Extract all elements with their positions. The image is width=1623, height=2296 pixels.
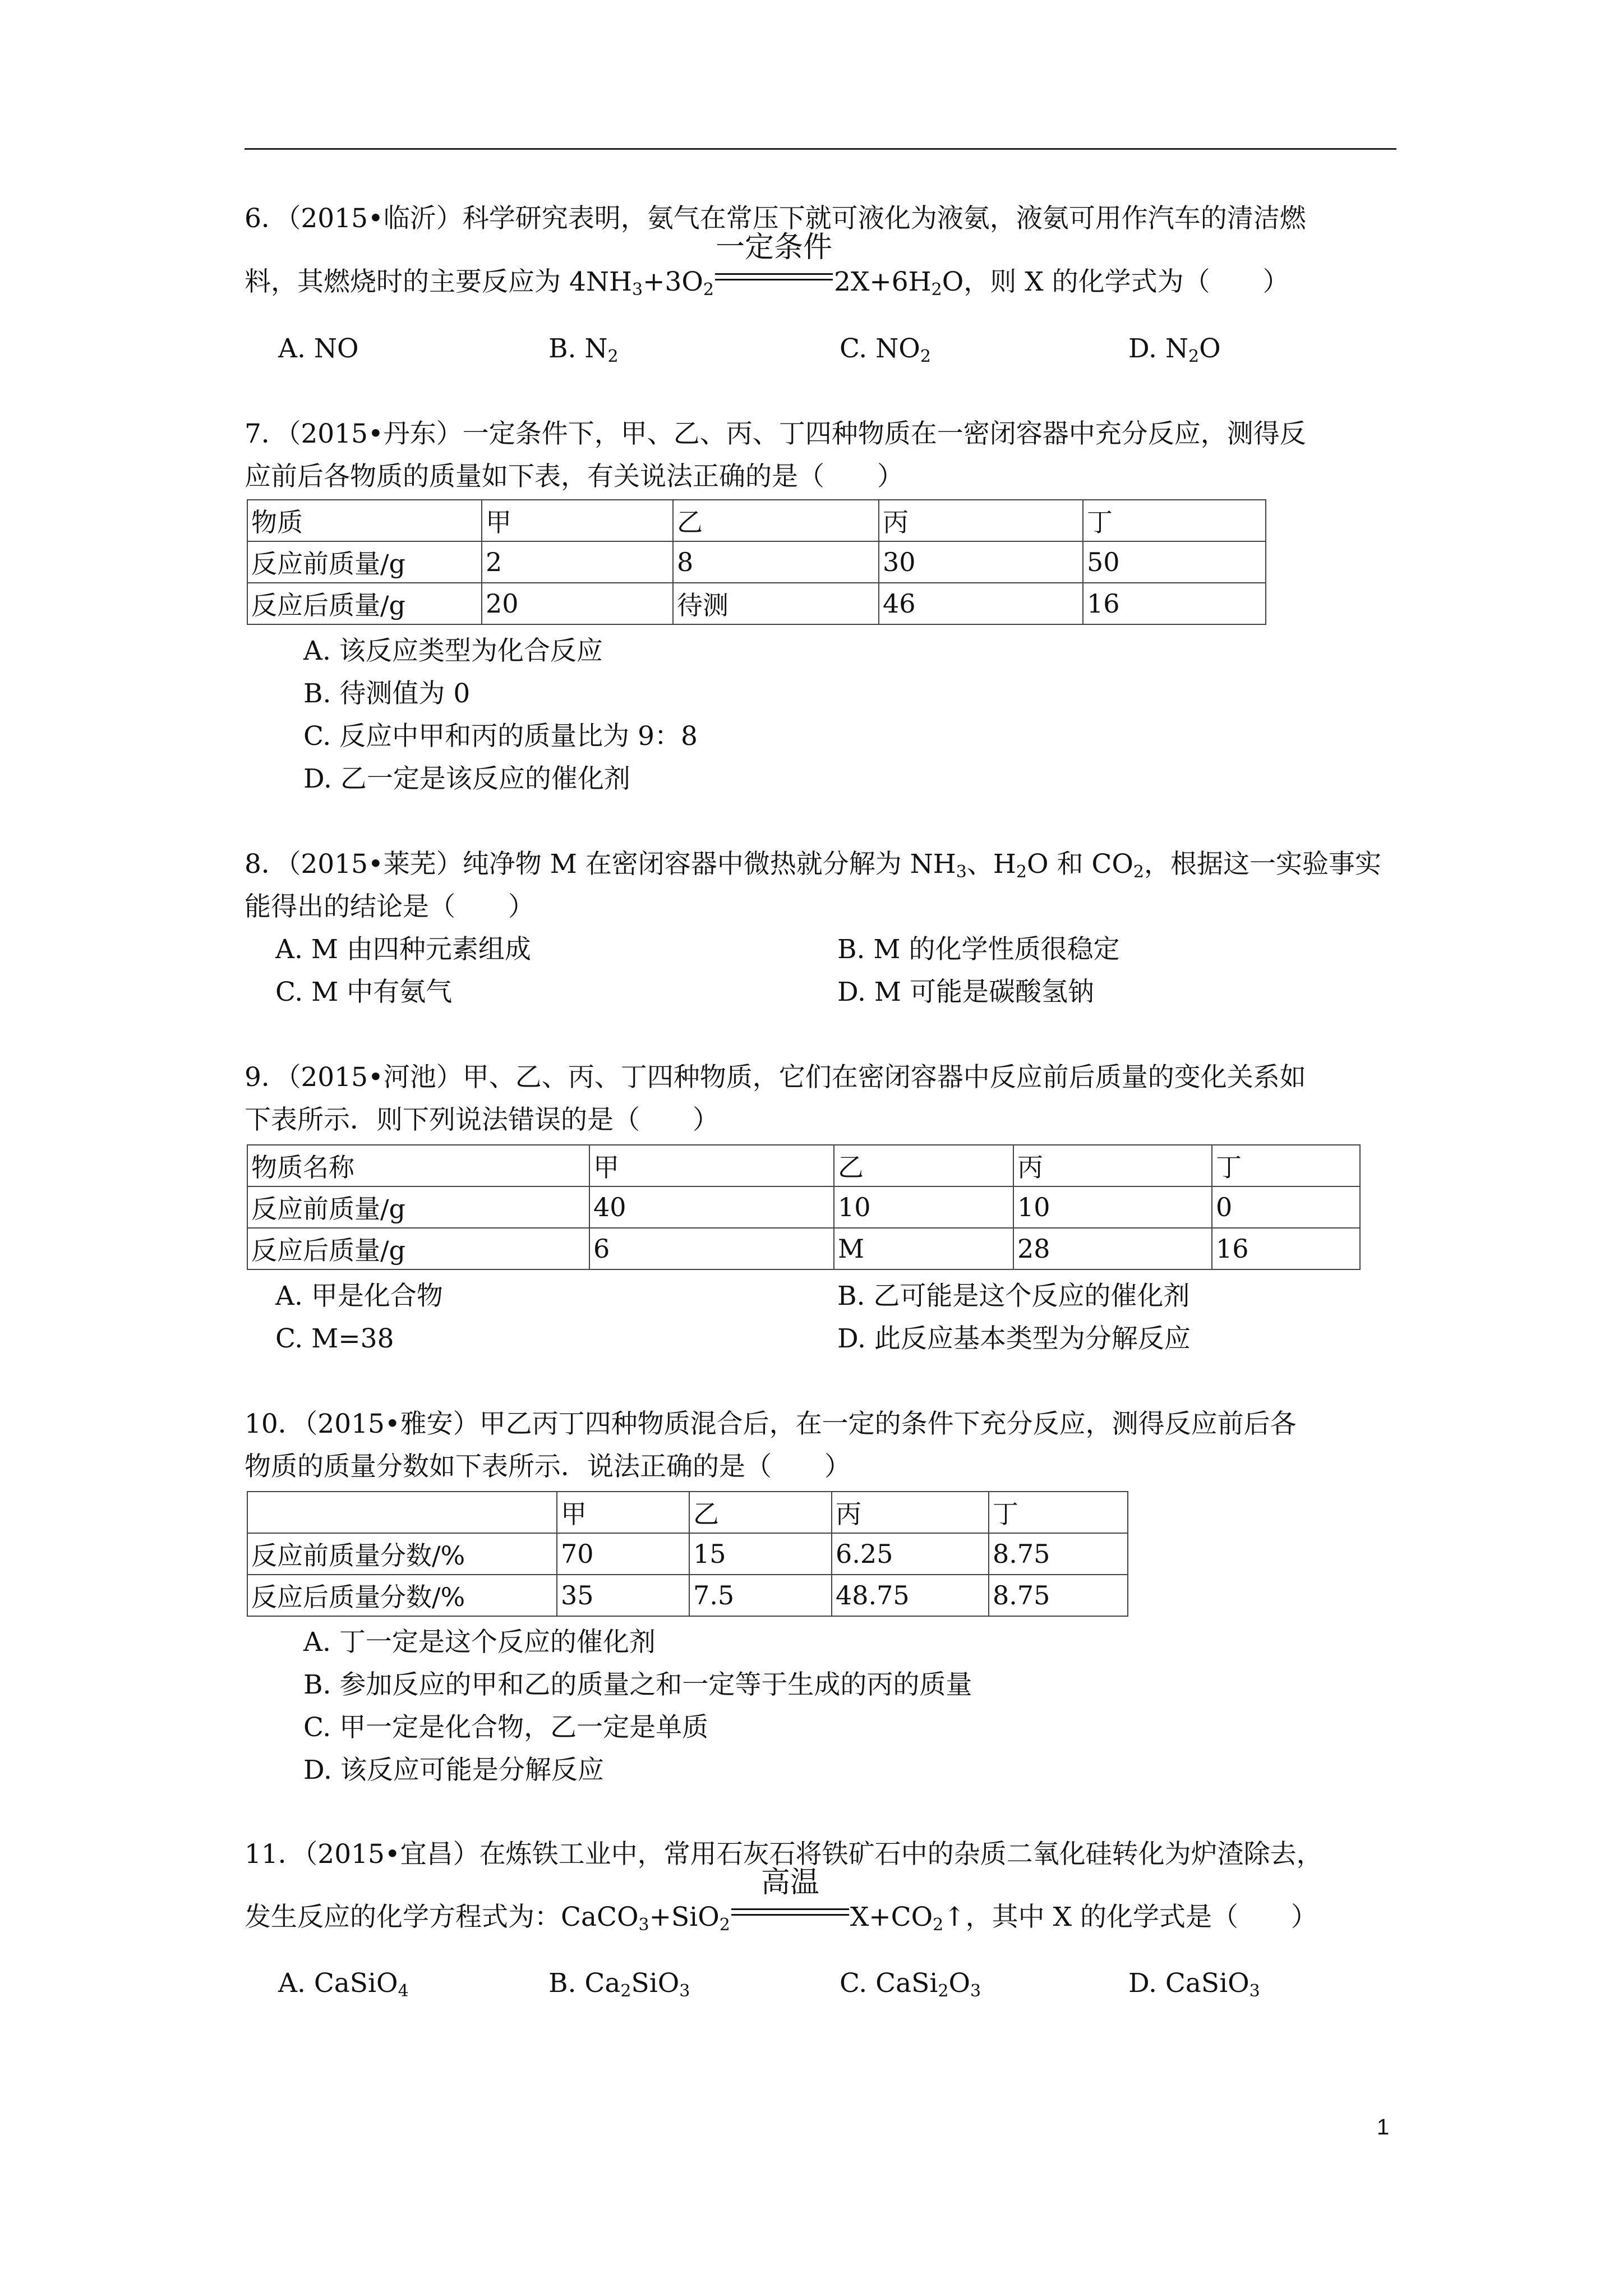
table-cell: 乙 xyxy=(689,1492,832,1533)
subscript: 2 xyxy=(931,280,942,300)
q6-text: +3O xyxy=(643,266,703,297)
table-row xyxy=(247,500,1266,541)
table-cell: 丙 xyxy=(879,500,1083,541)
q10-option-b: B. 参加反应的甲和乙的质量之和一定等于生成的丙的质量 xyxy=(303,1669,972,1700)
q6-text: 2X+6H xyxy=(833,266,932,297)
table-cell: 50 xyxy=(1083,541,1266,583)
q11-option-c: C. $CaSi_2O_3$ xyxy=(840,1968,981,2001)
q11-option-b: B. $Ca_2SiO_3$ xyxy=(548,1968,690,2001)
table-cell: 6.25 xyxy=(832,1533,989,1575)
table-cell: 20 xyxy=(482,583,673,624)
subscript: 2 xyxy=(703,280,714,300)
q11-option-d: D. CaSiO$_3$ xyxy=(1128,1968,1260,2001)
table-cell: 0 xyxy=(1212,1186,1360,1228)
table-cell: 反应前质量/g xyxy=(247,541,482,583)
table-cell: 甲 xyxy=(589,1145,834,1186)
table-cell: 15 xyxy=(689,1533,832,1575)
reaction-condition: 一定条件 xyxy=(715,231,832,264)
q10-option-d: D. 该反应可能是分解反应 xyxy=(303,1755,604,1786)
table-cell: 10 xyxy=(1013,1186,1212,1228)
q8-line-2: 能得出的结论是（ ） xyxy=(245,891,534,922)
q9-line-1: 9．（2015•河池）甲、乙、丙、丁四种物质，它们在密闭容器中反应前后质量的变化关系如 xyxy=(245,1062,1306,1093)
q8-option-d: D. M 可能是碳酸氢钠 xyxy=(837,977,1094,1007)
q7-line-1: 7．（2015•丹东）一定条件下，甲、乙、丙、丁四种物质在一密闭容器中充分反应，测得反 xyxy=(245,418,1306,449)
q8-option-b: B. M 的化学性质很稳定 xyxy=(837,934,1120,965)
table-cell: 反应后质量分数/% xyxy=(247,1575,557,1616)
q9-option-a: A. 甲是化合物 xyxy=(275,1281,443,1312)
table-cell: 乙 xyxy=(834,1145,1013,1186)
q10-option-a: A. 丁一定是这个反应的催化剂 xyxy=(303,1627,656,1658)
table-cell: 40 xyxy=(589,1186,834,1228)
q8-option-a: A. M 由四种元素组成 xyxy=(275,934,531,965)
q6-option-d: D. $N_2O$ xyxy=(1128,333,1221,366)
table-cell: 10 xyxy=(834,1186,1013,1228)
table-cell: 46 xyxy=(879,583,1083,624)
table-cell: 16 xyxy=(1083,583,1266,624)
table-cell: 甲 xyxy=(557,1492,689,1533)
table-cell: 7.5 xyxy=(689,1575,832,1616)
table-cell: 丙 xyxy=(1013,1145,1212,1186)
q10-line-1: 10．（2015•雅安）甲乙丙丁四种物质混合后，在一定的条件下充分反应，测得反应前后各 xyxy=(245,1409,1297,1439)
table-row xyxy=(247,1492,1128,1533)
table-cell: 反应后质量/g xyxy=(247,583,482,624)
table-cell: 丙 xyxy=(832,1492,989,1533)
q7-option-d: D. 乙一定是该反应的催化剂 xyxy=(303,763,630,794)
table-cell: 丁 xyxy=(989,1492,1128,1533)
reaction-condition: 高温 xyxy=(760,1866,819,1899)
q6-line-1: 6．（2015•临沂）科学研究表明，氨气在常压下就可液化为液氨，液氨可用作汽车的清洁燃 xyxy=(245,203,1306,234)
table-cell: 乙 xyxy=(673,500,879,541)
table-cell: 6 xyxy=(589,1228,834,1269)
q11-line-2: 发生反应的化学方程式为：CaCO$_3$+SiO$_2$ 高温 $X+CO_2↑$，其中 X 的化学式是（ ） xyxy=(245,1866,1317,1935)
table-cell: 反应前质量分数/% xyxy=(247,1533,557,1575)
table-cell: 8 xyxy=(673,541,879,583)
table-cell: 待测 xyxy=(673,583,879,624)
page-number: 1 xyxy=(1377,2115,1390,2139)
table-cell: 物质名称 xyxy=(247,1145,589,1186)
q6-option-a: A. NO xyxy=(278,333,359,364)
q7-table xyxy=(247,499,1266,625)
q10-line-2: 物质的质量分数如下表所示．说法正确的是（ ） xyxy=(245,1451,851,1482)
q11-line-1: 11．（2015•宜昌）在炼铁工业中，常用石灰石将铁矿石中的杂质二氧化硅转化为炉渣除去， xyxy=(245,1839,1323,1870)
table-cell: 物质 xyxy=(247,500,482,541)
q9-option-c: C. M=38 xyxy=(275,1323,394,1354)
q7-option-c: C. 反应中甲和丙的质量比为 9：8 xyxy=(303,721,698,752)
reaction-condition-arrow xyxy=(715,231,833,298)
table-cell: M xyxy=(834,1228,1013,1269)
table-row xyxy=(247,1145,1360,1186)
q9-option-b: B. 乙可能是这个反应的催化剂 xyxy=(837,1281,1190,1312)
q9-option-d: D. 此反应基本类型为分解反应 xyxy=(837,1323,1191,1354)
subscript: 3 xyxy=(631,280,643,300)
q6-option-c: C. $NO_2$ xyxy=(840,333,931,366)
table-cell: 70 xyxy=(557,1533,689,1575)
reaction-condition-arrow xyxy=(731,1866,849,1933)
q7-option-a: A. 该反应类型为化合反应 xyxy=(303,636,603,666)
table-row xyxy=(247,541,1266,583)
table-cell: 2 xyxy=(482,541,673,583)
table-cell: 16 xyxy=(1212,1228,1360,1269)
q8-option-c: C. M 中有氨气 xyxy=(275,977,453,1007)
q6-line-2 xyxy=(245,231,1289,306)
table-row xyxy=(247,1533,1128,1575)
q9-line-2: 下表所示．则下列说法错误的是（ ） xyxy=(245,1105,719,1135)
table-cell: 30 xyxy=(879,541,1083,583)
table-cell: 8.75 xyxy=(989,1533,1128,1575)
table-row xyxy=(247,1228,1360,1269)
q7-line-2: 应前后各物质的质量如下表，有关说法正确的是（ ） xyxy=(245,461,903,492)
q8-line-1: 8．（2015•莱芜）纯净物 M 在密闭容器中微热就分解为 $NH_3$、$H_2O$ 和 $CO_2$，根据这一实验事实 xyxy=(245,849,1381,882)
table-row xyxy=(247,583,1266,624)
table-row xyxy=(247,1575,1128,1616)
q10-table xyxy=(247,1491,1128,1617)
q9-table xyxy=(247,1144,1361,1270)
table-row xyxy=(247,1186,1360,1228)
table-cell xyxy=(247,1492,557,1533)
table-cell: 28 xyxy=(1013,1228,1212,1269)
table-cell: 35 xyxy=(557,1575,689,1616)
table-cell: 反应后质量/g xyxy=(247,1228,589,1269)
table-cell: 8.75 xyxy=(989,1575,1128,1616)
q6-text: 料，其燃烧时的主要反应为 4NH xyxy=(245,266,632,297)
q6-text: O，则 X 的化学式为（ ） xyxy=(942,266,1289,297)
q10-option-c: C. 甲一定是化合物，乙一定是单质 xyxy=(303,1712,709,1743)
table-cell: 反应前质量/g xyxy=(247,1186,589,1228)
q7-option-b: B. 待测值为 0 xyxy=(303,678,471,709)
q6-option-b: B. $N_2$ xyxy=(548,333,619,366)
q11-option-a: A. CaSiO$_4$ xyxy=(278,1968,409,2001)
table-cell: 48.75 xyxy=(832,1575,989,1616)
table-cell: 甲 xyxy=(482,500,673,541)
table-cell: 丁 xyxy=(1212,1145,1360,1186)
header-rule xyxy=(245,148,1396,150)
table-cell: 丁 xyxy=(1083,500,1266,541)
